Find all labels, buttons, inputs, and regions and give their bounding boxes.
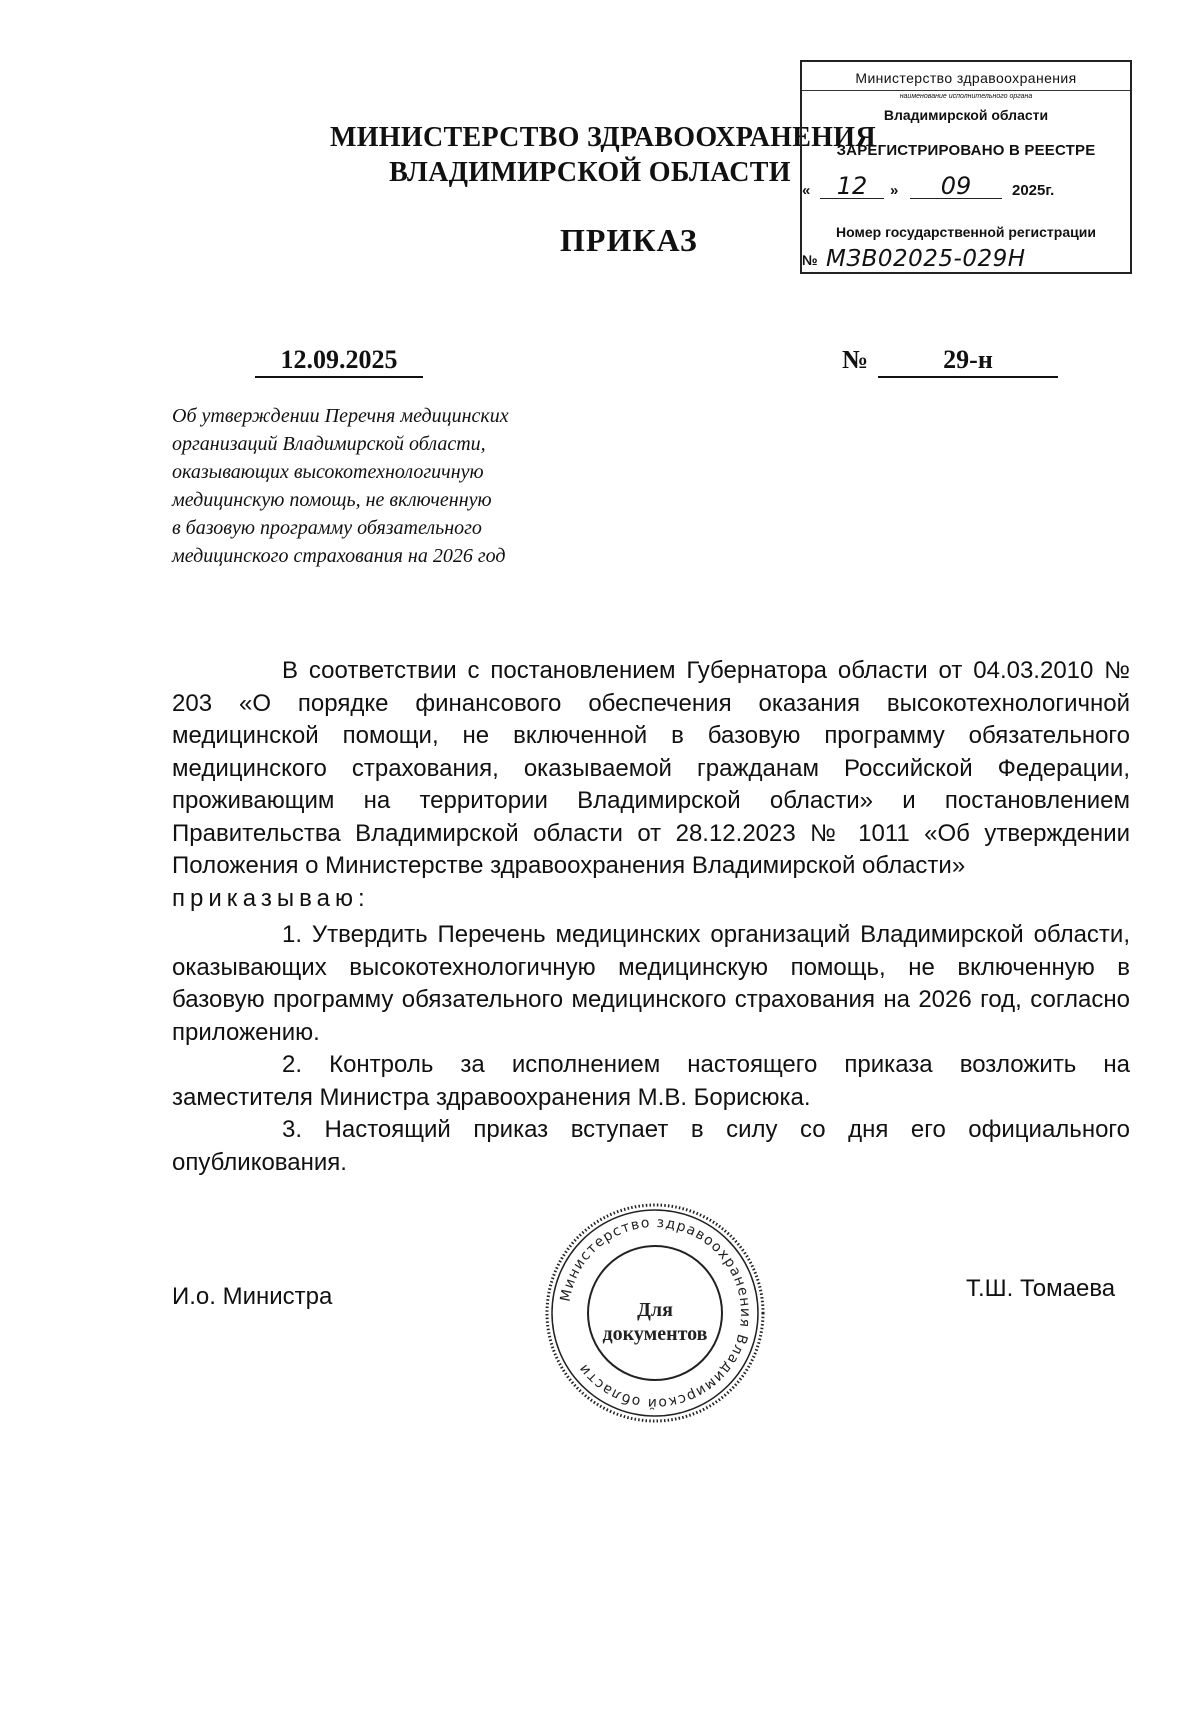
signatory-title: И.о. Министра [172,1283,333,1310]
signatory-name: Т.Ш. Томаева [966,1275,1116,1302]
preamble-paragraph: В соответствии с постановлением Губернатора области от 04.03.2010 № 203 «О порядке финансового обеспечения оказания высокотехнологичной медицинской помощи, не включенной в базовую программу обязательного медицинского страхования, оказываемой гражданам Российской Федерации, проживающим на территории Владимирской области» и постановлением Правительства Владимирской области от 28.12.2023 № 1011 «Об утверждении Положения о Министерстве здравоохранения Владимирской области» [172,657,1130,879]
stamp-caption: наименование исполнительного органа [899,93,1033,100]
command-word: приказываю: [172,884,370,912]
registration-stamp [800,60,1132,274]
order-item: 1. Утвердить Перечень медицинских организаций Владимирской области, оказывающих высокотехнологичную медицинскую помощь, не включенную в базовую программу обязательного медицинского страхования на 2026 год, согласно приложению. [172,921,1130,1046]
stamp-registration-number: МЗВ02025-029Н [826,246,1026,272]
order-date: 12.09.2025 [255,344,423,378]
seal-center-line2: документов [602,1323,708,1345]
stamp-date [802,174,1130,204]
document-type-title: ПРИКАЗ [560,222,698,258]
stamp-ministry: Министерство здравоохранения [855,70,1077,86]
stamp-divider [802,90,1130,91]
order-item: 2. Контроль за исполнением настоящего приказа возложить на заместителя Министра здравоохранения М.В. Борисюка. [172,1051,1130,1111]
stamp-quote-close: » [890,182,899,199]
order-subject [172,402,602,570]
stamp-month: 09 [910,174,1002,199]
stamp-day: 12 [820,174,884,199]
subject-line: Об утверждении Перечня медицинских [172,405,509,427]
organization-region: ВЛАДИМИРСКОЙ ОБЛАСТИ [389,157,791,188]
subject-line: организаций Владимирской области, [172,433,486,455]
organization-name: МИНИСТЕРСТВО ЗДРАВООХРАНЕНИЯ [330,122,876,153]
subject-line: медицинскую помощь, не включенную [172,489,492,511]
stamp-number-label: Номер государственной регистрации [836,224,1096,240]
subject-line: медицинского страхования на 2026 год [172,545,506,567]
order-number: 29-н [878,344,1058,378]
seal-ring-text: Министерство здравоохранения Владимирской области [557,1214,754,1412]
order-item: 3. Настоящий приказ вступает в силу со дня его официального опубликования. [172,1116,1130,1176]
stamp-number-row [802,246,1130,272]
stamp-number-prefix: № [802,252,818,268]
subject-line: в базовую программу обязательного [172,517,482,539]
stamp-year: 2025г. [1012,182,1055,199]
stamp-registered-label: ЗАРЕГИСТРИРОВАНО В РЕЕСТРЕ [836,142,1096,159]
order-body [172,655,1130,1179]
seal-center-line1: Для [637,1299,673,1321]
stamp-quote-open: « [802,182,811,199]
stamp-region: Владимирской области [883,107,1049,123]
order-number-label: № [842,345,869,374]
subject-line: оказывающих высокотехнологичную [172,461,484,483]
official-seal [542,1200,768,1426]
